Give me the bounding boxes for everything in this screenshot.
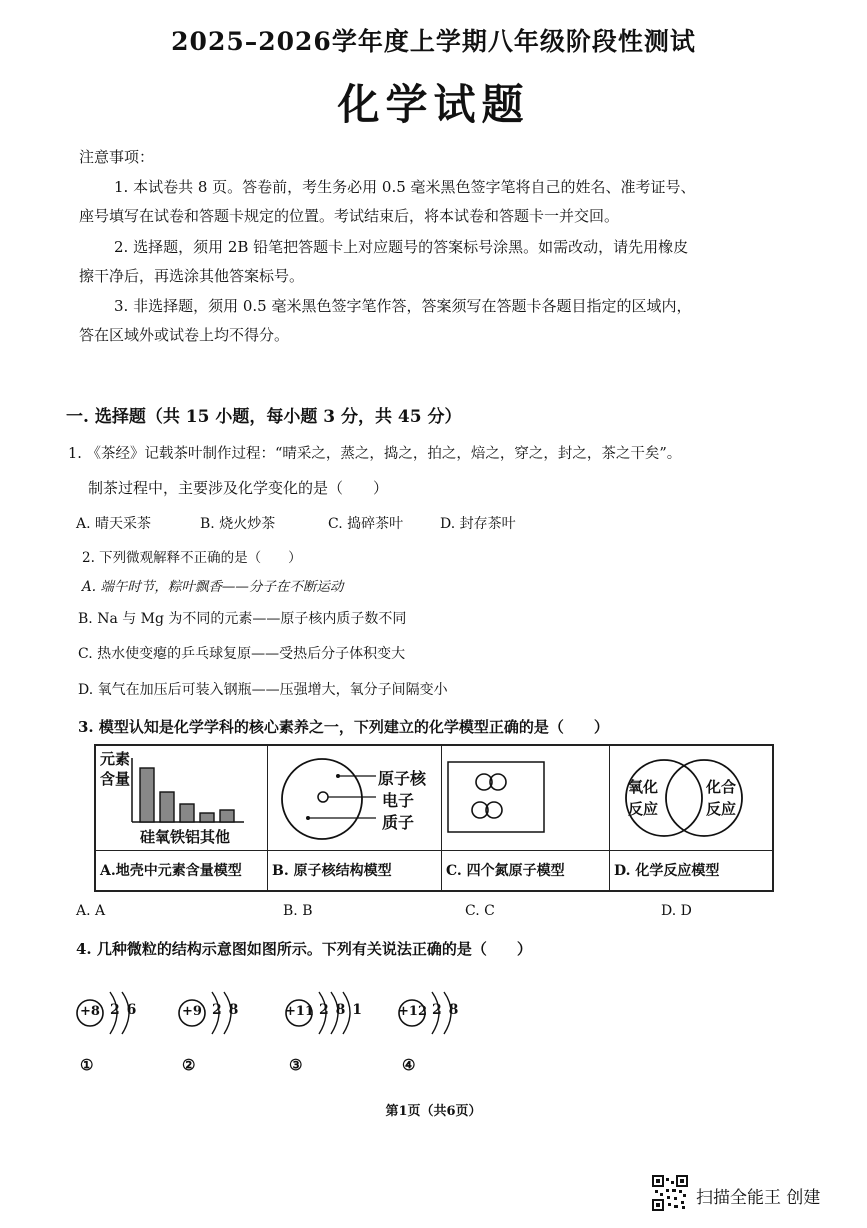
atom-structure-diagram <box>268 746 440 852</box>
q1-option-d: D. 封存茶叶 <box>440 516 516 532</box>
q1-option-c: C. 捣碎茶叶 <box>328 516 404 532</box>
chart-xlabels: 硅氧铁铝其他 <box>140 828 231 846</box>
nitrogen-atoms-diagram <box>442 746 608 852</box>
q2-option-b: B. Na 与 Mg 为不同的元素——原子核内质子数不同 <box>78 611 407 627</box>
label-electron: 电子 <box>382 791 415 810</box>
model-cell-c <box>442 746 610 890</box>
page-number: 第1页（共6页） <box>385 1104 482 1119</box>
exam-title: 2025–2026学年度上学期八年级阶段性测试 <box>171 27 696 56</box>
particle-shells: 2 8 <box>432 1002 460 1018</box>
note-1-line1: 1. 本试卷共 8 页。答卷前，考生务必用 0.5 毫米黑色签字笔将自己的姓名、准考证号、 <box>114 178 696 196</box>
chart-ylabel-2: 含量 <box>100 770 131 788</box>
q3-option-c: C. C <box>465 903 495 919</box>
particle-diagram <box>398 978 498 1078</box>
venn-left-1: 氧化 <box>628 778 659 796</box>
venn-right-1: 化合 <box>706 778 737 796</box>
model-cell-a <box>96 746 268 890</box>
crust-bar <box>220 810 234 822</box>
particle-diagram <box>76 978 176 1078</box>
q2-option-a: A. 端午时节，粽叶飘香——分子在不断运动 <box>82 579 344 595</box>
particle-nucleus: +12 <box>398 1004 427 1019</box>
q2-option-d: D. 氧气在加压后可装入钢瓶——压强增大，氧分子间隔变小 <box>78 682 448 698</box>
crust-bar <box>160 792 174 822</box>
note-3-line2: 答在区域外或试卷上均不得分。 <box>79 326 290 344</box>
particle-label: ④ <box>402 1056 416 1074</box>
label-nucleus: 原子核 <box>378 769 427 788</box>
particle-label: ② <box>182 1056 196 1074</box>
crust-bar <box>200 813 214 822</box>
notes-heading: 注意事项： <box>79 148 155 166</box>
q3-option-b: B. B <box>283 903 313 919</box>
particle-nucleus: +11 <box>285 1004 314 1019</box>
venn-right-2: 反应 <box>706 800 737 818</box>
note-2-line1: 2. 选择题，须用 2B 铅笔把答题卡上对应题号的答案标号涂黑。如需改动，请先用橡皮 <box>114 238 689 256</box>
crust-bar <box>140 768 154 822</box>
note-3-line1: 3. 非选择题，须用 0.5 毫米黑色签字笔作答，答案须写在答题卡各题目指定的区域内， <box>114 297 692 315</box>
particle-shells: 2 8 1 <box>319 1002 363 1018</box>
q2-stem: 2. 下列微观解释不正确的是（ ） <box>82 550 302 566</box>
crust-bar <box>180 804 194 822</box>
particle-diagram <box>178 978 278 1078</box>
subject-title: 化学试题 <box>337 80 530 129</box>
particle-nucleus: +8 <box>80 1004 100 1019</box>
model-cell-d <box>610 746 772 890</box>
model-caption-d: D. 化学反应模型 <box>610 850 772 890</box>
q1-option-a: A. 晴天采茶 <box>76 516 152 532</box>
particle-nucleus: +9 <box>182 1004 202 1019</box>
q1-stem-line1: 1. 《茶经》记载茶叶制作过程：“晴采之，蒸之，捣之，拍之，焙之，穿之，封之，茶之干矣”。 <box>68 446 682 462</box>
particle-label: ③ <box>289 1056 303 1074</box>
model-caption-b: B. 原子核结构模型 <box>268 850 441 890</box>
scanner-watermark: 扫描全能王 创建 <box>696 1188 821 1208</box>
chart-ylabel-1: 元素 <box>100 750 131 768</box>
q3-option-d: D. D <box>661 903 692 919</box>
model-table <box>94 744 774 892</box>
section-heading: 一. 选择题（共 15 小题，每小题 3 分，共 45 分） <box>66 407 462 427</box>
model-caption-c: C. 四个氮原子模型 <box>442 850 609 890</box>
model-cell-b <box>268 746 442 890</box>
q1-option-b: B. 烧火炒茶 <box>200 516 276 532</box>
venn-left-2: 反应 <box>628 800 659 818</box>
q3-stem: 3. 模型认知是化学学科的核心素养之一，下列建立的化学模型正确的是（ ） <box>78 718 609 736</box>
q4-stem: 4. 几种微粒的结构示意图如图所示。下列有关说法正确的是（ ） <box>76 940 532 958</box>
note-1-line2: 座号填写在试卷和答题卡规定的位置。考试结束后，将本试卷和答题卡一并交回。 <box>79 207 620 225</box>
q1-stem-line2: 制茶过程中，主要涉及化学变化的是（ ） <box>88 479 389 497</box>
q2-option-c: C. 热水使变瘪的乒乓球复原——受热后分子体积变大 <box>78 646 406 662</box>
note-2-line2: 擦干净后，再选涂其他答案标号。 <box>79 267 305 285</box>
particle-diagram <box>285 978 385 1078</box>
particle-shells: 2 8 <box>212 1002 240 1018</box>
particle-label: ① <box>80 1056 94 1074</box>
label-proton: 质子 <box>382 813 415 832</box>
q3-option-a: A. A <box>76 903 106 919</box>
qr-code-icon <box>652 1175 688 1211</box>
model-caption-a: A.地壳中元素含量模型 <box>96 850 267 890</box>
particle-shells: 2 6 <box>110 1002 138 1018</box>
